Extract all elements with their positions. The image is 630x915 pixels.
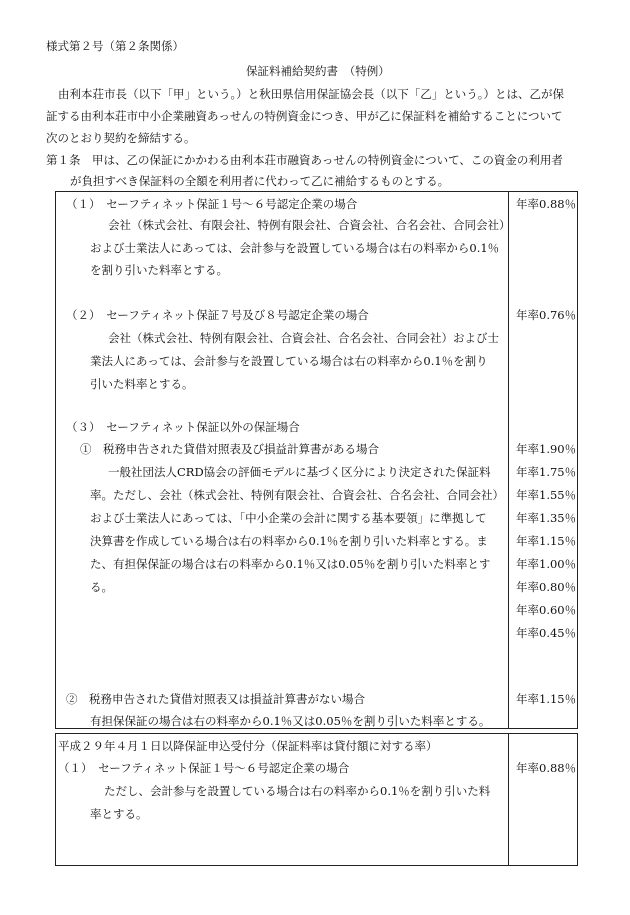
rate-value: 年率0.60％ (516, 603, 577, 617)
rate-value: 年率1.35％ (516, 511, 577, 525)
item-3-heading: （３） セーフティネット保証以外の保証場合 (66, 420, 300, 434)
item-3-sub1-body-line: 率。ただし、会社（株式会社、特例有限会社、合資会社、合名会社、合同会社） (90, 488, 504, 502)
item-3-sub2-rate: 年率1.15％ (516, 692, 577, 706)
preamble-line: 由利本荘市長（以下「甲」という。）と秋田県信用保証協会長（以下「乙」という。）とは、乙が保 (58, 87, 564, 101)
table-divider (508, 733, 509, 866)
rate-value: 年率1.75％ (516, 465, 577, 479)
item-3-sub2-body: 有担保保証の場合は右の料率から0.1％又は0.05％を割り引いた料率とする。 (90, 714, 491, 728)
item-1-rate: 年率0.88％ (516, 197, 577, 211)
rate-value: 年率1.55％ (516, 488, 577, 502)
item-3-sub1-body-line: る。 (90, 580, 113, 594)
rate-value: 年率1.90％ (516, 442, 577, 456)
rate-value: 年率1.00％ (516, 557, 577, 571)
document-title: 保証料補給契約書 （特例） (246, 64, 390, 78)
item-2-heading: （２） セーフティネット保証７号及び８号認定企業の場合 (66, 308, 369, 322)
rate-value: 年率0.45％ (516, 626, 577, 640)
item-3-sub1-body-line: および士業法人にあっては、「中小企業の会計に関する基本要領」に準拠して (90, 511, 487, 525)
item-2-body-line: 業法人にあっては、会計参与を設置している場合は右の料率から0.1％を割り (90, 354, 488, 368)
item-3-sub1-heading: ① 税務申告された貸借対照表及び損益計算書がある場合 (80, 442, 379, 456)
rate-value: 年率1.15％ (516, 534, 577, 548)
table-2-item-1-body-line: 率とする。 (90, 807, 148, 821)
table-2-item-1-heading: （１） セーフティネット保証１号～６号認定企業の場合 (58, 761, 350, 775)
item-3-sub1-body-line: 決算書を作成している場合は右の料率から0.1％を割り引いた料率とする。ま (90, 534, 488, 548)
item-1-heading: （１） セーフティネット保証１号～６号認定企業の場合 (66, 197, 358, 211)
item-1-body-line: を割り引いた料率とする。 (90, 263, 228, 277)
table-2-item-1-body-line: ただし、会計参与を設置している場合は右の料率から0.1％を割り引いた料 (104, 784, 491, 798)
article-1-line: が負担すべき保証料の全額を利用者に代わって乙に補給するものとする。 (70, 174, 450, 188)
item-3-sub2-heading: ② 税務申告された貸借対照表又は損益計算書がない場合 (66, 692, 365, 706)
table-divider (508, 191, 509, 729)
item-3-sub1-body-line: 一般社団法人CRD協会の評価モデルに基づく区分により決定された保証料 (108, 465, 491, 479)
table-2-item-1-rate: 年率0.88％ (516, 761, 577, 775)
item-2-body-line: 会社（株式会社、特例有限会社、合資会社、合名会社、合同会社）および士 (108, 331, 499, 345)
table-2-heading: 平成２９年４月１日以降保証申込受付分（保証料率は貸付額に対する率） (58, 739, 438, 753)
item-3-sub1-body-line: た、有担保保証の場合は右の料率から0.1％又は0.05％を割り引いた料率とす (90, 557, 491, 571)
form-number: 様式第２号（第２条関係） (46, 39, 184, 53)
article-1-line: 第１条 甲は、乙の保証にかかわる由利本荘市融資あっせんの特例資金について、この資金の利用者 (46, 153, 563, 167)
item-2-body-line: 引いた料率とする。 (90, 377, 194, 391)
preamble-line: 次のとおり契約を締結する。 (46, 131, 196, 145)
preamble-line: 証する由利本荘市中小企業融資あっせんの特例資金につき、甲が乙に保証料を補給することについて (46, 109, 563, 123)
rate-value: 年率0.80％ (516, 580, 577, 594)
item-2-rate: 年率0.76％ (516, 308, 577, 322)
item-1-body-line: 会社（株式会社、有限会社、特例有限会社、合資会社、合名会社、合同会社） (108, 218, 511, 232)
item-1-body-line: および士業法人にあっては、会計参与を設置している場合は右の料率から0.1％ (90, 241, 500, 255)
